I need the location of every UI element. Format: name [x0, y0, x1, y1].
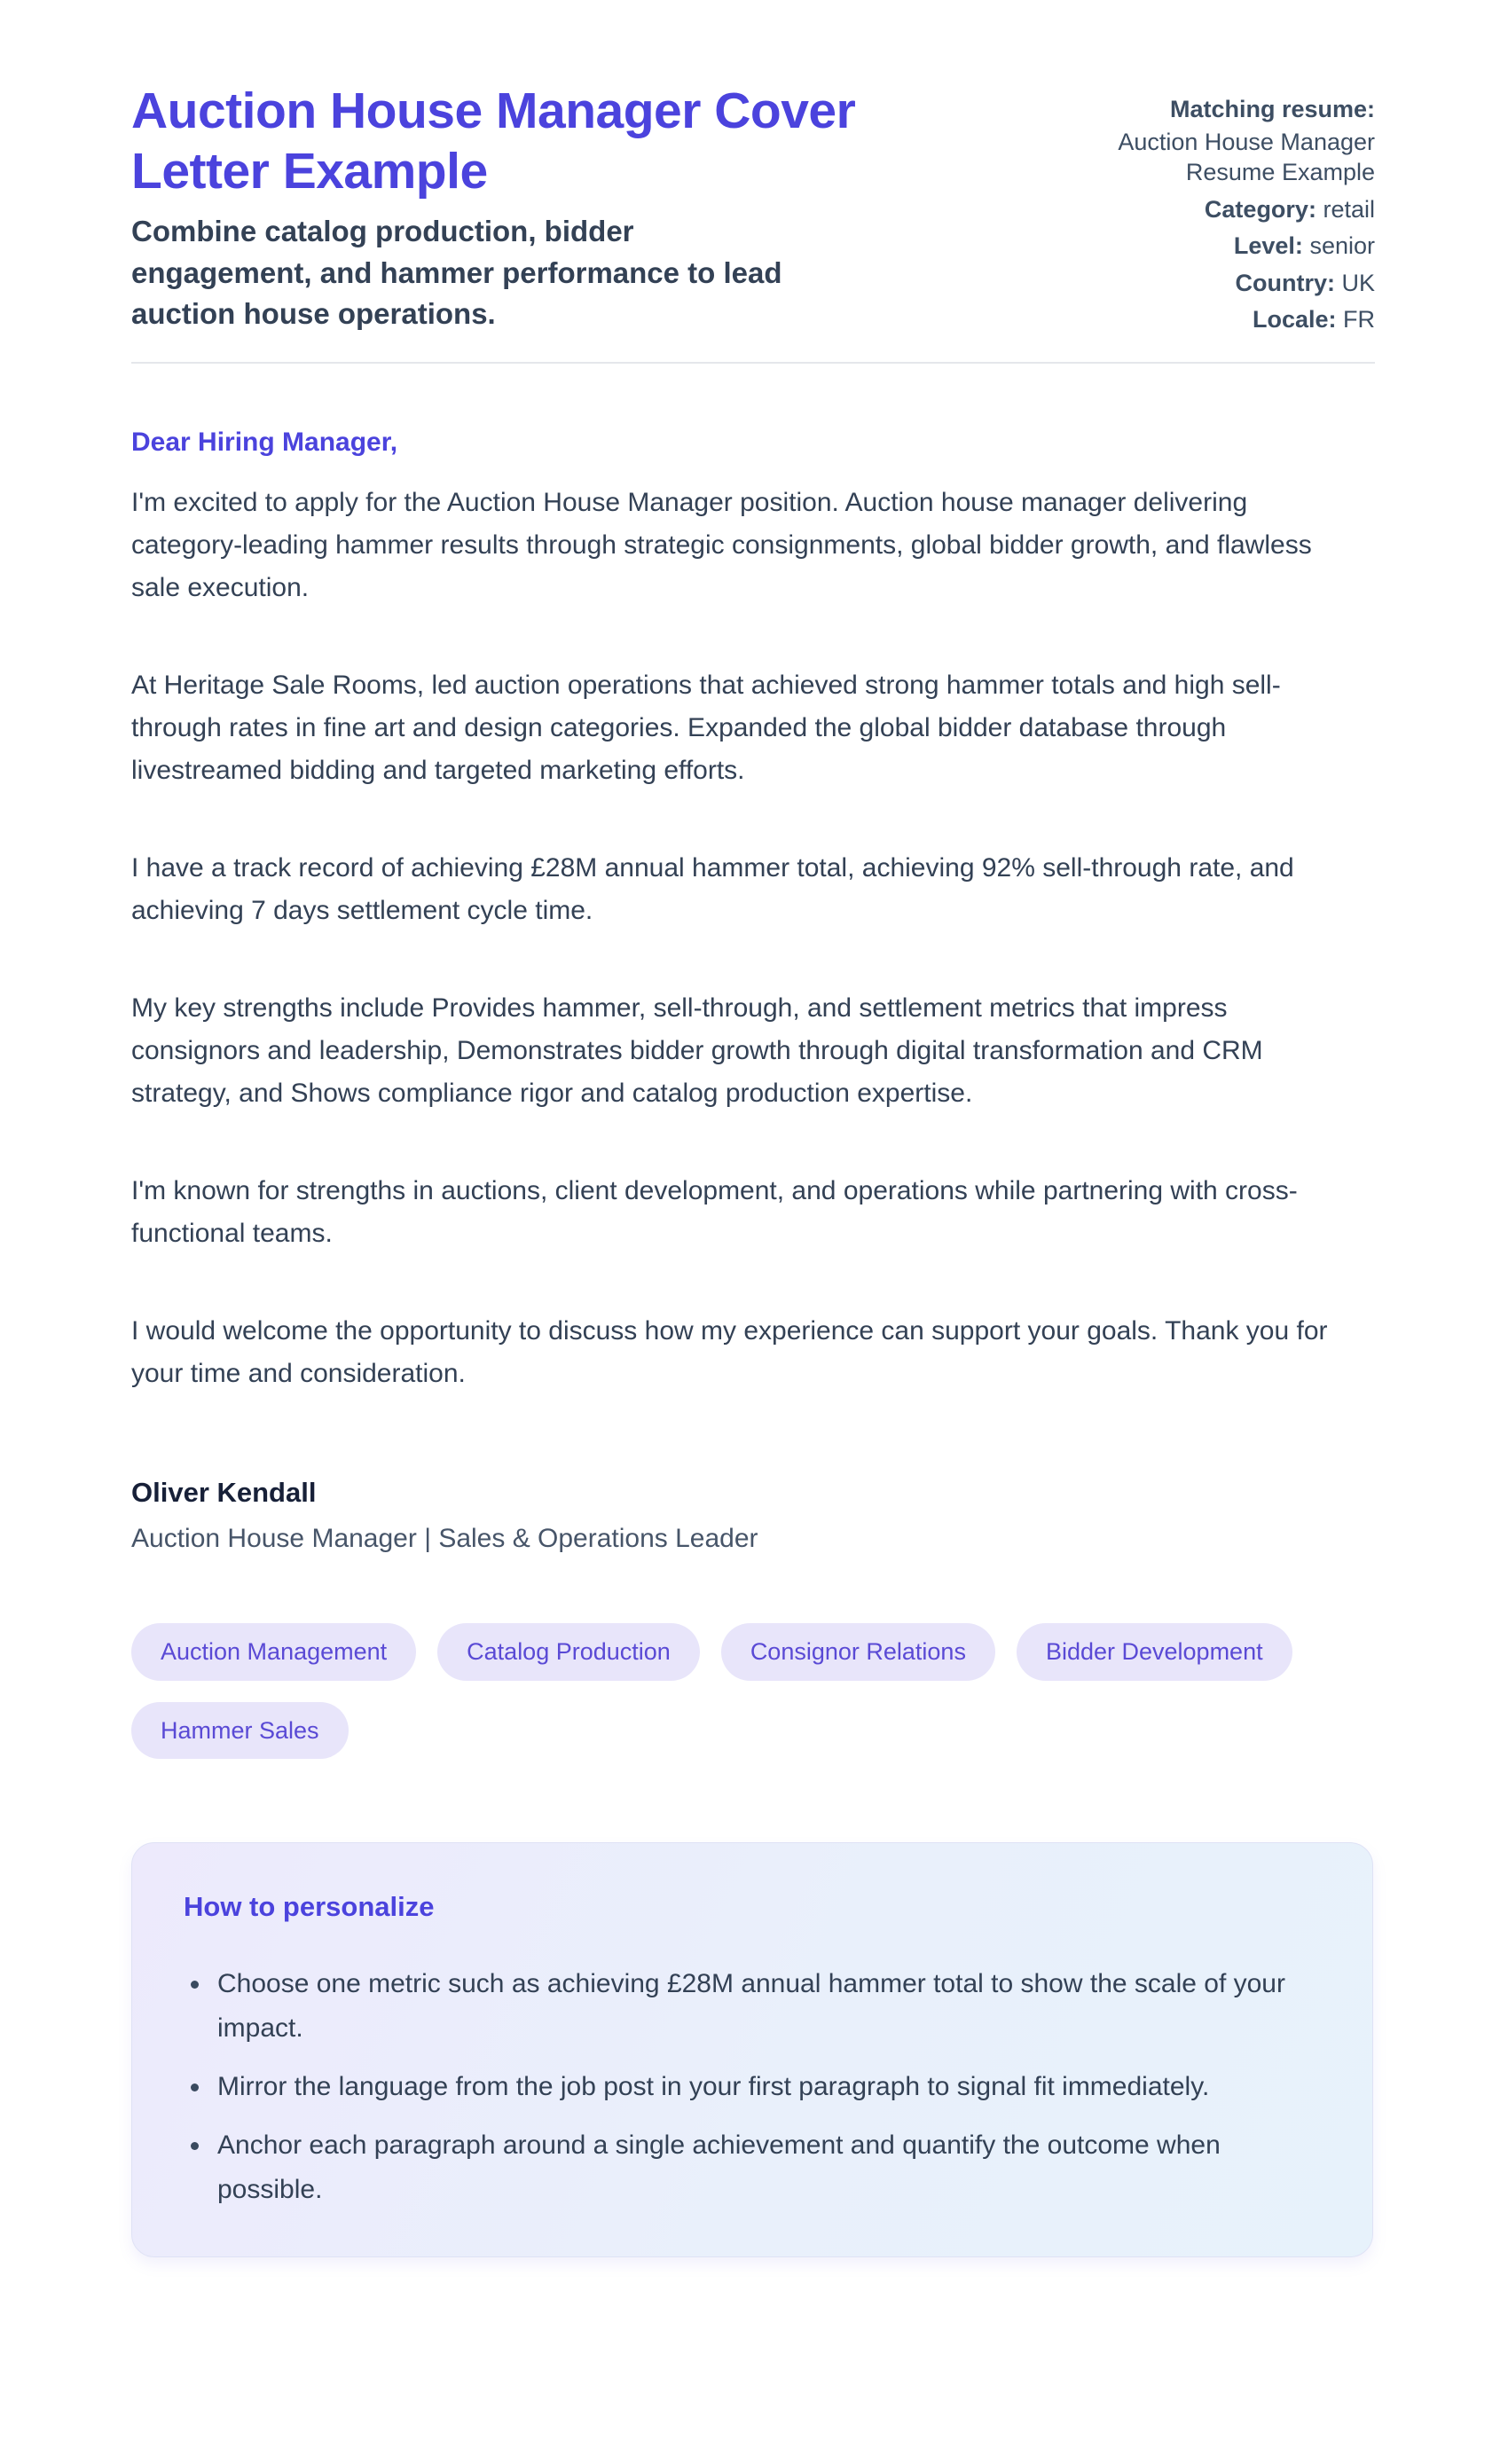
- meta-locale: [1066, 304, 1375, 335]
- letter-paragraph-6: I would welcome the opportunity to discuss how my experience can support your goals. Thank you for your time and consideration.: [131, 1316, 1328, 1389]
- cover-letter-body: [131, 364, 1331, 1554]
- skill-tag-auction-management: Auction Management: [131, 1623, 416, 1680]
- letter-paragraph-3: I have a track record of achieving £28M annual hammer total, achieving 92% sell-through rate, and achieving 7 days settlement cycle time.: [131, 853, 1294, 926]
- signature-block: [131, 1477, 1331, 1554]
- personalize-tip-3: Anchor each paragraph around a single achievement and quantify the outcome when possible.: [184, 2123, 1321, 2212]
- letter-paragraph-2: At Heritage Sale Rooms, led auction operations that achieved strong hammer totals and high sell-through rates in fine art and design categories. Expanded the global bidder database through livestreamed bidding and targeted marketing efforts.: [131, 671, 1281, 786]
- resume-meta: [1066, 82, 1375, 335]
- personalize-card: [131, 1842, 1373, 2257]
- meta-matching-resume-value: Auction House Manager Resume Example: [1118, 128, 1375, 186]
- signature-role: Auction House Manager | Sales & Operations Leader: [131, 1524, 758, 1554]
- personalize-tips: [184, 1962, 1321, 2212]
- meta-category: [1066, 194, 1375, 225]
- meta-matching-resume-label: Matching resume:: [1169, 96, 1375, 122]
- letter-paragraph-4: My key strengths include Provides hammer, sell-through, and settlement metrics that impress consignors and leadership, Demonstrates bidder growth through digital transformation and CRM strategy, and Shows compliance rigor and catalog production expertise.: [131, 993, 1263, 1109]
- meta-matching-resume: [1066, 94, 1375, 188]
- meta-country-label: Country:: [1235, 269, 1335, 296]
- meta-category-value: retail: [1323, 195, 1375, 223]
- meta-locale-value: FR: [1343, 306, 1375, 334]
- meta-level-value: senior: [1309, 232, 1375, 260]
- signature-name: Oliver Kendall: [131, 1477, 317, 1509]
- personalize-title: How to personalize: [184, 1891, 435, 1923]
- letter-paragraph-1: I'm excited to apply for the Auction House Manager position. Auction house manager delivering category-leading hammer results through strategic consignments, global bidder growth, and flawless sale execution.: [131, 488, 1312, 603]
- meta-country: [1066, 268, 1375, 299]
- personalize-tip-2: Mirror the language from the job post in your first paragraph to signal fit immediately.: [184, 2065, 1321, 2109]
- greeting: Dear Hiring Manager,: [131, 428, 398, 458]
- meta-country-value: UK: [1341, 269, 1375, 296]
- page-subtitle: Combine catalog production, bidder engagement, and hammer performance to lead auction house operations.: [131, 214, 782, 331]
- page-title: Auction House Manager Cover Letter Example: [131, 82, 856, 200]
- skill-tag-hammer-sales: Hammer Sales: [131, 1702, 349, 1759]
- skill-tags: [131, 1623, 1373, 1759]
- personalize-tip-1: Choose one metric such as achieving £28M annual hammer total to show the scale of your impact.: [184, 1962, 1321, 2051]
- meta-level-label: Level:: [1233, 232, 1303, 260]
- header: [131, 82, 1375, 335]
- skill-tag-catalog-production: Catalog Production: [437, 1623, 700, 1680]
- letter-paragraph-5: I'm known for strengths in auctions, client development, and operations while partnering with cross-functional teams.: [131, 1176, 1298, 1249]
- header-left: [131, 82, 1031, 335]
- skill-tag-consignor-relations: Consignor Relations: [721, 1623, 995, 1680]
- meta-level: [1066, 231, 1375, 262]
- meta-locale-label: Locale:: [1252, 306, 1337, 334]
- skill-tag-bidder-development: Bidder Development: [1017, 1623, 1292, 1680]
- meta-category-label: Category:: [1204, 195, 1316, 223]
